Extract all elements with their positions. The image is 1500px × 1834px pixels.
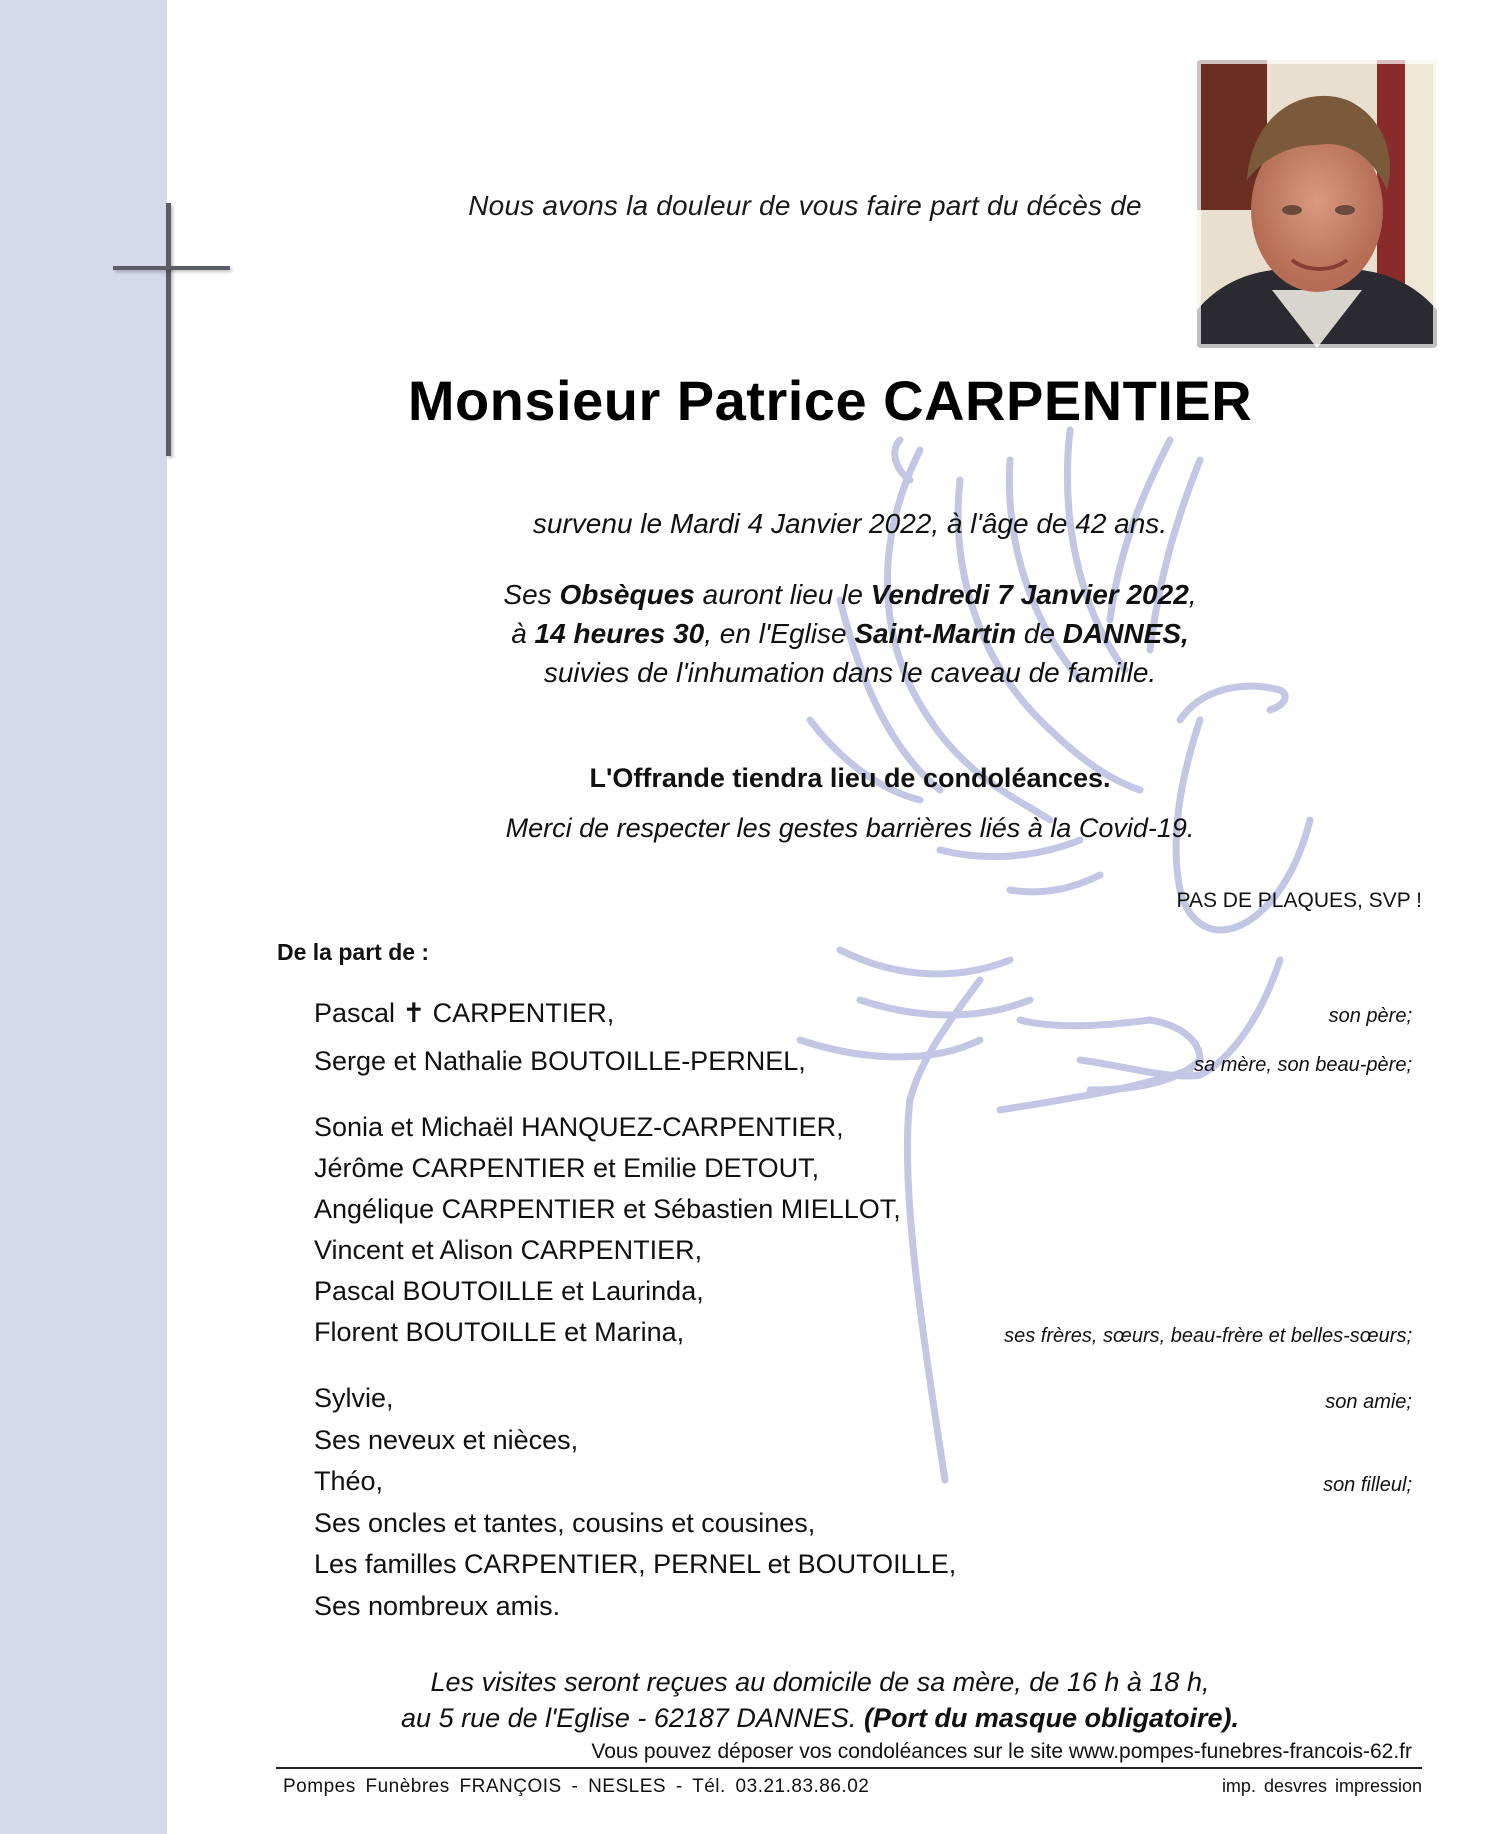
family-entry: Serge et Nathalie BOUTOILLE-PERNEL, [314,1046,806,1076]
obseques-bold: Obsèques [559,579,695,610]
death-date-text: survenu le Mardi 4 Janvier 2022, à l'âge de 42 ans. [532,508,1168,539]
deceased-name: Monsieur Patrice CARPENTIER [407,369,1253,432]
from-label: De la part de : [277,939,430,965]
funeral-details [440,575,1260,692]
family-entry: Sylvie, [314,1383,394,1413]
text-span: , [1188,579,1197,610]
family-entry: Ses neveux et nièces, [314,1425,579,1455]
no-plaques-notice: PAS DE PLAQUES, SVP ! [1176,889,1422,912]
family-entry: Ses oncles et tantes, cousins et cousines, [314,1508,816,1538]
cross-icon-horizontal [113,266,230,270]
family-relation: son filleul; [1323,1474,1412,1496]
text-span: CARPENTIER, [425,998,615,1028]
covid-notice: Merci de respecter les gestes barrières liés à la Covid-19. [505,813,1195,843]
offrande-notice: L'Offrande tiendra lieu de condoléances. [589,763,1111,793]
mask-required-notice: (Port du masque obligatoire). [863,1703,1239,1733]
funeral-line-1 [440,575,1260,614]
funeral-date: Vendredi 7 Janvier 2022 [870,579,1189,610]
family-entry: Jérôme CARPENTIER et Emilie DETOUT, [314,1153,820,1183]
funeral-line-3: suivies de l'inhumation dans le caveau de famille. [543,657,1157,688]
portrait-photo [1197,60,1437,348]
visits-notice [360,1664,1280,1736]
family-relation: sa mère, son beau-père; [1194,1054,1412,1076]
funeral-home-info: Pompes Funèbres FRANÇOIS - NESLES - Tél. 03.21.83.86.02 [283,1776,870,1797]
condolences-website-text: Vous pouvez déposer vos condoléances sur le site www.pompes-funebres-francois-62.fr [591,1740,1412,1763]
text-span: de [1016,618,1063,649]
text-span: auront lieu le [694,579,871,610]
town-name: DANNES, [1062,618,1189,649]
family-relation: son père; [1328,1005,1412,1027]
cross-icon-vertical [166,203,171,456]
visits-line-1: Les visites seront reçues au domicile de sa mère, de 16 h à 18 h, [430,1667,1210,1697]
family-entry: Angélique CARPENTIER et Sébastien MIELLOT, [314,1194,901,1224]
family-entry: Vincent et Alison CARPENTIER, [314,1235,703,1265]
funeral-line-2 [440,614,1260,653]
text-span: Ses [503,579,560,610]
left-decorative-band [0,0,167,1834]
text-span: à [511,618,535,649]
funeral-time: 14 heures 30 [534,618,705,649]
footer-divider [276,1767,1422,1769]
printer-credit: imp. desvres impression [1221,1776,1422,1796]
family-relation: ses frères, sœurs, beau-frère et belles-sœurs; [1004,1325,1412,1347]
family-entry: Florent BOUTOILLE et Marina, [314,1317,685,1347]
visit-address: au 5 rue de l'Eglise - 62187 DANNES. [401,1703,864,1733]
church-name: Saint-Martin [854,618,1017,649]
visits-line-2 [360,1700,1280,1736]
announcement-intro: Nous avons la douleur de vous faire part du décès de [468,190,1142,221]
text-span: Pascal [314,998,403,1028]
deceased-cross-icon: ✝ [402,998,426,1028]
text-span: , en l'Eglise [704,618,855,649]
family-entry: Pascal BOUTOILLE et Laurinda, [314,1276,704,1306]
family-relation: son amie; [1325,1391,1412,1413]
family-entry: Les familles CARPENTIER, PERNEL et BOUTOILLE, [314,1549,957,1579]
family-entry [314,998,614,1029]
family-entry: Théo, [314,1466,384,1496]
family-entry: Ses nombreux amis. [314,1591,561,1621]
family-entry: Sonia et Michaël HANQUEZ-CARPENTIER, [314,1112,844,1142]
